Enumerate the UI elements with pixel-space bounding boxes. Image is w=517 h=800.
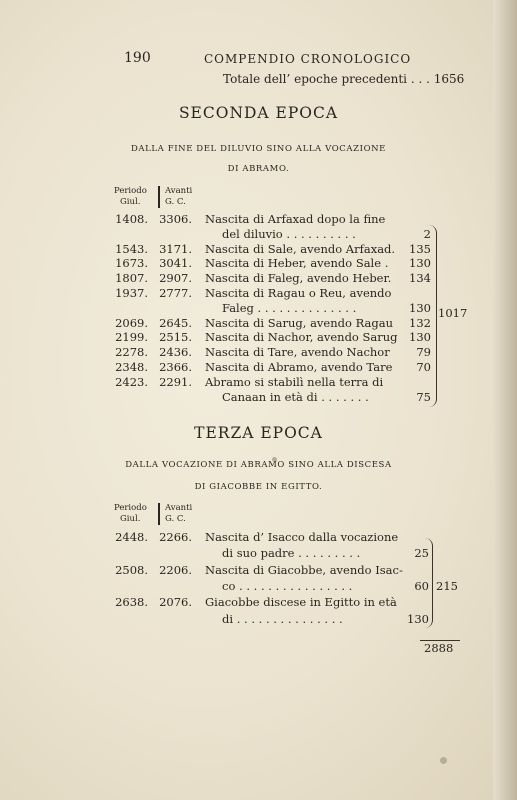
epoch3-title: TERZA EPOCA [194, 424, 323, 442]
bc-year-cell: 3041. [159, 256, 192, 271]
period-year-cell: 2508. [115, 562, 148, 577]
bc-year-cell: 3306. [159, 212, 192, 226]
total-previous-epochs: Totale dell’ epoche precedenti . . . 1656 [223, 72, 465, 86]
bc-year-cell: 2366. [159, 360, 192, 374]
epoch3-brace [422, 538, 433, 628]
epoch2-title: SECONDA EPOCA [178, 104, 339, 122]
event-text-cell: co . . . . . . . . . . . . . . . . [222, 578, 353, 593]
epoch2-total: 1017 [438, 306, 468, 320]
period-year-cell: 2278. [115, 345, 148, 360]
epoch3-subtitle-line1: DALLA VOCAZIONE DI ABRAMO SINO ALLA DISCESA [125, 460, 392, 470]
event-text-cell: Giacobbe discese in Egitto in età [205, 595, 397, 610]
event-text-cell: Nascita di Abramo, avendo Tare [205, 360, 393, 374]
paper-foxing-spot [440, 757, 447, 764]
duration-cell: 132 [409, 315, 431, 330]
epoch3-column-header-bc [165, 503, 192, 525]
event-text-cell: del diluvio . . . . . . . . . . [222, 226, 356, 241]
event-text-cell: di . . . . . . . . . . . . . . . [222, 611, 343, 626]
duration-cell: 75 [416, 389, 431, 404]
period-year-cell: 1937. [115, 286, 148, 300]
period-year-cell: 1408. [115, 212, 148, 226]
event-text-cell: Nascita di Faleg, avendo Heber. [205, 271, 392, 286]
event-text-cell: Nascita di Ragau o Reu, avendo [205, 286, 392, 300]
period-year-cell: 2348. [115, 360, 148, 374]
period-year-cell: 2069. [115, 315, 148, 330]
bc-year-cell: 2777. [159, 286, 192, 300]
event-text-cell: Nascita di Sarug, avendo Ragau [205, 315, 393, 330]
event-text-cell: Nascita di Heber, avendo Sale . [205, 256, 389, 271]
event-text-cell: Nascita di Nachor, avendo Sarug [205, 330, 398, 345]
duration-cell: 130 [409, 330, 431, 345]
header-line: Periodo [114, 503, 147, 513]
bc-year-cell: 2645. [159, 315, 192, 330]
epoch2-column-header-bc [165, 186, 192, 208]
epoch3-total: 215 [436, 579, 458, 593]
bc-year-cell: 2436. [159, 345, 192, 360]
event-text-cell: Nascita di Arfaxad dopo la fine [205, 212, 386, 226]
bc-year-cell: 3171. [159, 241, 192, 256]
event-text-cell: Faleg . . . . . . . . . . . . . . [222, 300, 357, 315]
event-text-cell: Canaan in età di . . . . . . . [222, 389, 369, 404]
grand-total: 2888 [424, 641, 454, 655]
event-text-cell: Nascita d’ Isacco dalla vocazione [205, 530, 399, 544]
duration-cell: 2 [423, 226, 431, 241]
event-text-cell: Nascita di Tare, avendo Nachor [205, 345, 390, 360]
period-year-cell: 2199. [115, 330, 148, 345]
bc-year-cell: 2266. [159, 530, 192, 544]
page-number: 190 [124, 50, 151, 66]
event-text-cell: Nascita di Giacobbe, avendo Isac- [205, 562, 403, 577]
column-divider [158, 503, 160, 525]
epoch2-subtitle-line2: DI ABRAMO. [227, 164, 290, 174]
header-line: G. C. [165, 514, 186, 524]
duration-cell: 135 [409, 241, 431, 256]
epoch2-brace [424, 225, 437, 407]
period-year-cell: 2638. [115, 595, 148, 610]
period-year-cell: 1543. [115, 241, 148, 256]
duration-cell: 70 [416, 360, 431, 374]
period-year-cell: 2448. [115, 530, 148, 544]
bc-year-cell: 2206. [159, 562, 192, 577]
epoch2-subtitle-line1: DALLA FINE DEL DILUVIO SINO ALLA VOCAZIONE [131, 144, 386, 154]
header-line: Giul. [120, 514, 141, 524]
event-text-cell: di suo padre . . . . . . . . . [222, 546, 361, 561]
epoch3-column-header-period [114, 503, 147, 525]
duration-cell: 79 [416, 345, 431, 360]
running-title: COMPENDIO CRONOLOGICO [204, 52, 412, 66]
epoch3-subtitle-line2: DI GIACOBBE IN EGITTO. [194, 482, 323, 492]
period-year-cell: 1673. [115, 256, 148, 271]
period-year-cell: 1807. [115, 271, 148, 286]
duration-cell: 130 [409, 256, 431, 271]
header-line: Periodo [114, 186, 147, 196]
epoch2-column-header-period [114, 186, 147, 208]
duration-cell: 130 [407, 611, 429, 626]
bc-year-cell: 2291. [159, 374, 192, 389]
period-year-cell: 2423. [115, 374, 148, 389]
bc-year-cell: 2907. [159, 271, 192, 286]
event-text-cell: Abramo si stabilì nella terra di [205, 374, 384, 389]
header-line: Giul. [120, 197, 141, 207]
duration-cell: 25 [414, 546, 429, 561]
duration-cell: 130 [409, 300, 431, 315]
header-line: Avanti [165, 503, 193, 513]
bc-year-cell: 2515. [159, 330, 192, 345]
header-line: Avanti [165, 186, 193, 196]
column-divider [158, 186, 160, 208]
bc-year-cell: 2076. [159, 595, 192, 610]
header-line: G. C. [165, 197, 186, 207]
duration-cell: 60 [414, 578, 429, 593]
event-text-cell: Nascita di Sale, avendo Arfaxad. [205, 241, 396, 256]
duration-cell: 134 [409, 271, 431, 286]
